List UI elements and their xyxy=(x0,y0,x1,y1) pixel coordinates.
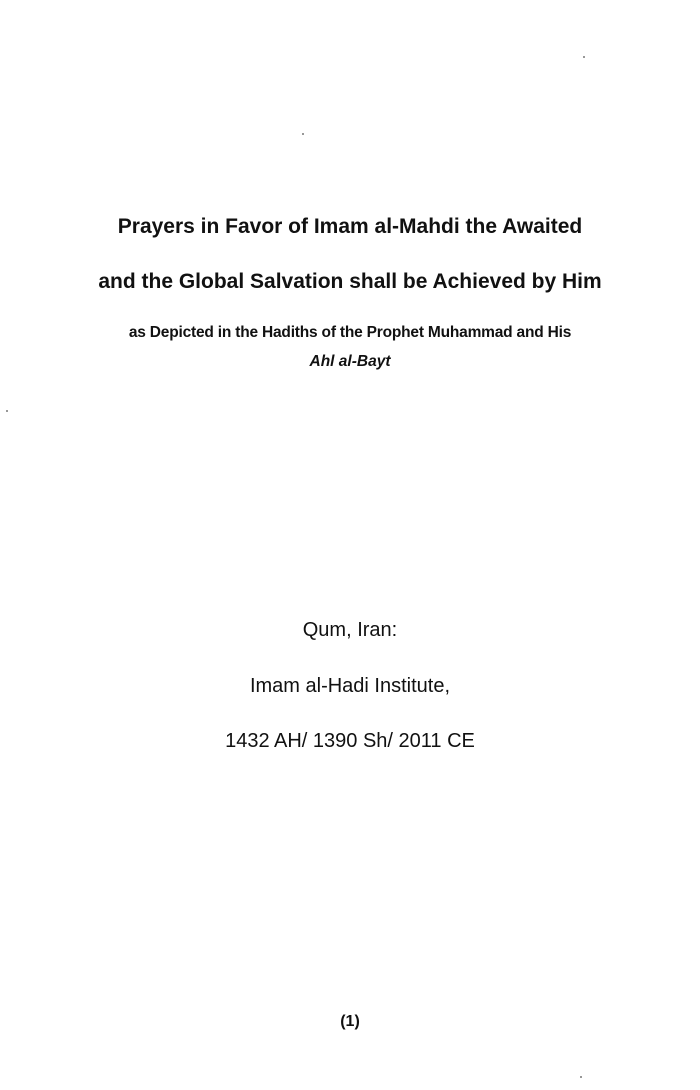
subtitle-line-2: Ahl al-Bayt xyxy=(309,353,391,370)
page-number: (1) xyxy=(340,1013,360,1030)
title-line-2: and the Global Salvation shall be Achieved by Him xyxy=(98,270,602,293)
scan-speck xyxy=(6,410,8,412)
scan-speck xyxy=(302,133,304,135)
publisher-name: Imam al-Hadi Institute, xyxy=(249,675,451,697)
publication-date: 1432 AH/ 1390 Sh/ 2011 CE xyxy=(225,730,475,752)
scan-speck xyxy=(583,56,585,58)
subtitle-line-1: as Depicted in the Hadiths of the Prophet Muhammad and His xyxy=(128,324,572,341)
publication-place: Qum, Iran: xyxy=(302,619,398,641)
title-line-1: Prayers in Favor of Imam al-Mahdi the Awaited xyxy=(117,215,583,238)
scan-speck xyxy=(580,1076,582,1078)
